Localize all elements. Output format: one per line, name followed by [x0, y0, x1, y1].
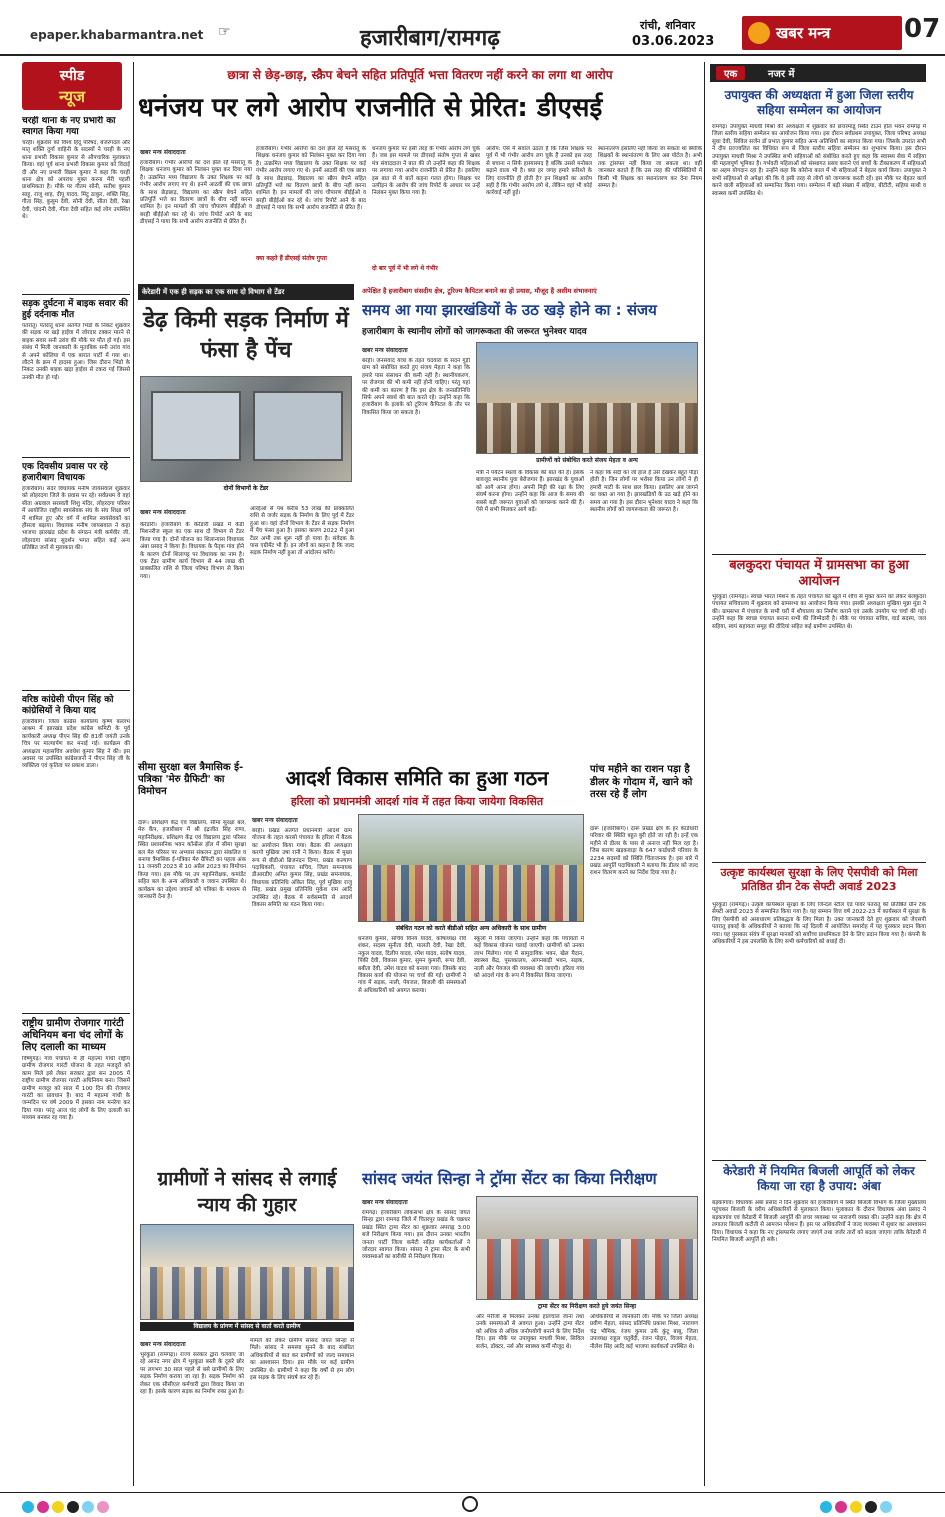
divider [712, 554, 926, 555]
article-subhead: क्या कहते हैं डीएसई संतोष गुप्ता [256, 255, 327, 262]
sanjay-photo [476, 342, 698, 454]
adarsh-photo [358, 814, 584, 922]
sanjay-kicker: अपेक्षित है हजारीबाग संसदीय क्षेत्र, टूरिज्म कैपिटल बनाने का हो प्रयास, मौजूद है असीम संभावनाएं [362, 287, 597, 295]
byline: खबर मन्त्र संवाददाता [140, 1341, 186, 1348]
black-dot [67, 1501, 79, 1513]
header-date: 03.06.2023 [632, 34, 715, 49]
column-divider [704, 62, 705, 1486]
road-photo-caption: दोनों विभागों के टेंडर [223, 485, 269, 492]
adarsh-photo-caption: संबंधित गठन को करते बीडीओ सहित अन्य अधिकारी के साथ ग्रामीण [395, 925, 547, 932]
article-body: स्थानांतरण इसलिए नहीं किया जा सकता था क्योंकि शिक्षकों के स्थानांतरण के लिए अब पोर्टल है। अभी तक ट्रांसफर नहीं किया जा सकता था। वहीं जानकार बताते हैं कि उस तरह की परिस्थितियों में किसी भी शिक्षक का स्थानांतरण कर देना नियम सम्मत है। [598, 146, 702, 190]
footer-rule [0, 1492, 945, 1493]
adarsh-subhead: हरिला को प्रधानमंत्री आदर्श गांव में तहत किया जायेगा विकसित [290, 795, 544, 808]
brand-logo [742, 16, 902, 50]
tender-board-left [151, 391, 241, 461]
section-title: हजारीबाग/रामगढ़ [360, 26, 500, 51]
article-body: मंत्री ने पर्यटन स्थलों के विकास की बात की है। इसके बावजूद स्थानीय युवा बेरोजगार हैं। झारखंड के युवाओं को आगे आना होगा। अपनी मिट्टी की रक्षा के लिए संघर्ष करना होगा। उन्होंने कहा कि आज के समय की सबसे बड़ी जरूरत युवाओं को जागरूक करने की है। ऐसे में सभी मिलकर आगे बढ़ें। [476, 470, 584, 514]
article-body: बड़कागांव। विधायक अंबा प्रसाद ने दिन शुक्रवार को हजारीबाग में स्थित बिजली विभाग के जिला मुख्यालय पहुंचकर बिजली के वरीय अधिकारियों से मुलाकात किया। मुलाकात के दौरान विधायक अंबा प्रसाद ने बड़कागांव एवं केरेडारी में बिजली आपूर्ति की लचर व्यवस्था पर नाराजगी व्यक्त की। उन्होंने कहा कि क्षेत्र में लगातार बिजली कटौती से आमजन परेशान हैं। इस पर अधिकारियों ने जल्द व्यवस्था में सुधार का आश्वासन दिया। विधायक ने कहा कि नए ट्रांसफार्मर लगाए जाएंगे तथा जर्जर तारों को बदला जाएगा ताकि केरेडारी में नियमित बिजली आपूर्ति हो सके। [712, 1200, 926, 1244]
speed-item-title: वरिष्ठ कांग्रेसी पीएन सिंह को कांग्रेसियों ने किया याद [22, 695, 114, 716]
meru-headline: सीमा सुरक्षा बल त्रैमासिक ई-पत्रिका 'मेरु ग्रैफिटी' का विमोचन [138, 762, 244, 797]
header-city-day: रांची, शनिवार [640, 19, 696, 32]
top-story-headline: धनंजय पर लगे आरोप राजनीति से प्रेरित: डीएसई [138, 93, 603, 123]
article-body: भुरकुंडा (रामगढ़)। उत्कृष्ट कार्यस्थल सुरक्षा के लिए जिन्दल स्टील एंड पावर पतरातू को प्रतिष्ठित ग्रीन टेक सेफ्टी अवार्ड 2023 से सम्मानित किया गया है। यह सम्मान वित्त वर्ष 2022-23 में कार्यस्थल में सुरक्षा के लिए ऐसपीवी को असाधारण प्रतिबद्धता के लिए मिला है। उक्त जानकारी देते हुए शुक्रवार को जेएसपी पतरातू इकाई के अधिकारियों ने बताया कि नई दिल्ली में आयोजित समारोह में यह पुरस्कार प्रदान किया गया। यह पुरस्कार संयंत्र में सुरक्षा मानकों को सर्वोच्च प्राथमिकता देने के लिए प्रदान किया गया है। कंपनी के अधिकारियों ने इस उपलब्धि के लिए सभी कर्मचारियों को बधाई दी। [712, 902, 926, 946]
speed-item-title: सड़क दुर्घटना में बाइक सवार की हुई दर्दनाक मौत [22, 299, 128, 320]
color-registration-left [22, 1498, 112, 1517]
speed-item-body: हजारीबाग। जिला कांग्रेस कार्यालय कृष्ण बल्लभ आश्रम में झारखंड प्रदेश कांग्रेस कमिटी के पूर्व कार्यकारी अध्यक्ष पीएन सिंह की 81वीं जयंती उनके चित्र पर माल्यार्पण कर मनाई गई। कार्यक्रम की अध्यक्षता महासचिव अवधेश कुमार सिंह ने की। इस अवसर पर उपस्थित कांग्रेसजनों ने पीएन सिंह जी के व्यक्तित्व एवं कृतित्व पर प्रकाश डाला। [22, 719, 130, 770]
ration-headline: पांच महीने का राशन पड़ा है डीलर के गोदाम में, खाने को तरस रहे हैं लोग [590, 764, 693, 800]
registration-mark-icon [462, 1496, 478, 1512]
trauma-photo-caption: ट्रामा सेंटर का निरीक्षण करते हुये जयंत सिन्हा [476, 1302, 698, 1311]
article-body: भुरकुंडा (रामगढ़)। स्वच्छ भारत मिशन के तहत पंचायत को खुले में शौच से मुक्त करने को लेकर बलकुदरा पंचायत सचिवालय में शुक्रवार को ग्रामसभा का आयोजन किया गया। इसकी अध्यक्षता मुखिया मुन्ना मुंडा ने की। ग्रामसभा में पंचायत के सभी घरों में शौचालय का निर्माण कराने एवं उसके उपयोग पर चर्चा की गई। उन्होंने कहा कि स्वच्छ पंचायत बनाना सभी की जिम्मेदारी है। मौके पर पंचायत सचिव, वार्ड सदस्य, जल सहिया, स्वयं सहायता समूह की दीदियां सहित कई ग्रामीण उपस्थित थे। [712, 594, 926, 630]
ek-badge: एक [716, 66, 745, 80]
crowd-silhouette [477, 403, 698, 453]
article-body: धनंजय कुमार पर इसी तरह के गंभीर आरोप लग चुके हैं। जब इस मामले पर डीएसई संतोष गुप्ता से खबर मंत्र संवाददाता ने बात की तो उन्होंने कहा की शिक्षक पर लगाया गया आरोप राजनीति से प्रेरित है। इसलिए इस बात से ये बातें कहना गलत होगा। शिक्षक पर उत्पीड़न के आरोप की जांच रिपोर्ट के आधार पर उन्हें निलंबन मुक्त किया गया है। [372, 146, 480, 197]
adarsh-headline: आदर्श विकास समिति का हुआ गठन [285, 766, 549, 790]
article-body: बरही। प्रखंड अंतर्गत प्रधानमंत्री आदर्श ग्राम योजना के तहत करसो पंचायत के हरिला में बैठक का आयोजन किया गया। बैठक की अध्यक्षता करगो मुखिया उषा रानी ने किया। बैठक में मुख्य रूप से बीडीओ ब्रिजनंदन दिग्गा, प्रखंड कल्याण पदाधिकारी, पंचायत सचिव, जिला समन्वयक डीआरडीए अमित कुमार सिंह, प्रखंड समन्वयक, विधायक प्रतिनिधि अंकित सिंह, पूर्व मुखिया राजु सिंह, प्रखंड प्रमुख प्रतिनिधि मुकेश राम आदि उपस्थित रहे। बैठक में सर्वसम्मति से आदर्श विकास समिति का गठन किया गया। [252, 828, 352, 909]
speed-item-body: पतरातू। पतरातू थाना अंतर्गत भिंडो के निकट शुक्रवार की सड़क पर खड़े हाईवा में जोरदार टक्कर मारने से बाइक सवार सनी उरांव की मौके पर मौत हो गई। इस संबंध में मिली जानकारी के मुताबिक सनी उरांव गांव से अपने कोलिया में एक बारात पार्टी में गया था। लौटने के क्रम में हादसा हुआ। जिस दौरान भिंडो के निकट उनकी बाइक खड़ा हाईवा से टकरा गई जिससे उनकी मौत हो गई। [22, 323, 130, 381]
villagers-crowd [141, 1267, 354, 1319]
article-body: धनंजय कुमार, सचिव विनय यादव, कोषाध्यक्ष रवि शंकर, सदस्य सुनीता देवी, मालती देवी, रेखा देवी, नकुल यादव, दिलीप यादव, रमेश यादव, संतोष यादव, पिंकी देवी, विकास कुमार, सुमन कुमारी, रूपा देवी, बबीता देवी, उमेश यादव को बनाया गया। जिसके बाद विकास कार्य की योजना पर चर्चा की गई। ग्रामीणों ने गांव में सड़क, नाली, पेयजल, बिजली की समस्याओं से अधिकारियों को अवगत कराया। [358, 936, 466, 994]
site-url[interactable]: epaper.khabarmantra.net [30, 28, 204, 42]
byline: खबर मन्त्र संवाददाता [252, 817, 298, 824]
top-story-kicker: छात्रा से छेड़-छाड़, स्क्रैप बेचने सहित प्रतिपूर्ति भत्ता वितरण नहीं करने का लगा था आरोप [227, 68, 613, 82]
yellow-dot [850, 1501, 862, 1513]
color-registration-right [820, 1498, 895, 1517]
article-body: बरही। जनसंवाद यात्रा के तहत चंदवारा के सदन गुड़ी ग्राम को संबोधित करते हुए संजय मेहता ने कहा कि हमारे पास संसाधन की कमी नहीं है। स्थानीयकरण, पर रोजगार की भी कमी नहीं होनी चाहिए। परंतु यहां की कमी का कारण है कि इस क्षेत्र के जनप्रतिनिधि सिर्फ अपने स्वार्थ की बात करते रहे। उन्होंने कहा कि हजारीबाग के इलाके को टूरिज्म कैपिटल के तौर पर विकसित किया जा सकता है। [362, 358, 470, 416]
byline: खबर मन्त्र संवाददाता [140, 149, 186, 156]
speed-item-title: चरही थाना के नए प्रभारी का स्वागत किया गया [22, 116, 116, 137]
s4-headline: केरेडारी में नियमित बिजली आपूर्ति को लेकर किया जा रहा है उपाय: अंबा [723, 1164, 915, 1193]
article-body: दारू। प्रशिक्षण केंद्र एवं विद्यालय, सीमा सुरक्षा बल, मेरु कैंप, हजारीबाग में श्री इंद्रजीत सिंह राणा, महानिरीक्षक, प्रशिक्षण केंद्र एवं विद्यालय द्वारा परिसर स्थित प्रशासनिक भवन कॉन्फ्रेंस हॉल में सीमा सुरक्षा बल मेरु परिसर पर अभ्यास संकलन द्वारा संकलित व बनाया त्रैमासिक ई-पत्रिका मेरु ग्रैफिटी का पहला अंक 11 जनवरी 2023 से 10 अप्रैल 2023 का विमोचन किया गया। इस मौके पर उप महानिरीक्षक, कमांडेंट सहित बल के अन्य अधिकारी व जवान उपस्थित थे। कार्यक्रम का उद्देश्य जवानों को पत्रिका के माध्यम से जानकारी देना है। [138, 820, 246, 901]
article-body: रामगढ़। उपायुक्त माधवी मिश्रा की अध्यक्षता में शुक्रवार को छत्तरमांडू स्थित टाउन हॉल भवन रामगढ़ में जिला स्तरीय सहिया सम्मेलन का आयोजन किया गया। इस दौरान सर्वप्रथम उपायुक्त, जिला परिषद अध्यक्ष सुधा देवी, सिविल सर्जन डॉ प्रभात कुमार सहित अन्य अतिथियों का स्वागत किया गया। जिसके उपरांत सभी ने दीप प्रज्ज्वलित कर विधिवत रूप से जिला स्तरीय सहिया सम्मेलन का शुभारंभ किया। इस दौरान उपायुक्त माधवी मिश्रा ने उपस्थित सभी सहियाओं को संबोधित करते हुए कहा कि स्वास्थ्य सेवा में सहिया की महत्वपूर्ण भूमिका है। गर्भवती महिलाओं को संस्थागत प्रसव कराने एवं बच्चों के टीकाकरण में सहियाओं का अहम योगदान रहा है। उन्होंने कहा कि कोरोना काल में भी सहियाओं ने बेहतर कार्य किया। उपायुक्त ने सभी सहियाओं से अपेक्षा की कि वे इसी तरह से लोगों को जागरूक करती रहें। इस मौके पर बेहतर कार्य करने वाली सहियाओं को सम्मानित किया गया। सम्मेलन में बड़ी संख्या में सहिया, बीटीटी, सहिया साथी व स्वास्थ्य कर्मी उपस्थित थे। [712, 124, 926, 197]
s1-headline: उपायुक्त की अध्यक्षता में हुआ जिला स्तरीय सहिया सम्मेलन का आयोजन [724, 88, 914, 117]
page-header [0, 0, 945, 56]
article-body-cont: हजारीबाग। गंभीर आरोपों का दंश झेल रहे मसरातू के शिक्षक धनंजय कुमार को निलंबन मुक्त कर दिया गया है। उत्क्रमित मध्य विद्यालय के उक्त शिक्षक पर कई गंभीर आरोप लगाए गए थे। इनमें आठवीं की एक छात्रा के साथ छेड़छाड़, विद्यालय का स्क्रैप बेचने सहित प्रतिपूर्ति भत्ते का वितरण छात्रों के बीच नहीं करना शामिल है। इन मामलों की जांच चौपारण बीईईओ व बरही बीईईओ कर रहे थे। जांच रिपोर्ट आने के बाद डीएसई ने पाया कि सभी आरोप राजनीति से प्रेरित हैं। [256, 146, 366, 212]
divider [22, 294, 130, 295]
sanjay-headline: समय आ गया झारखंडियों के उठ खड़े होने का : संजय [362, 301, 657, 319]
cyan-dot [820, 1501, 832, 1513]
speed-news-badge [22, 62, 122, 110]
sanjay-subhead: हजारीबाग के स्थानीय लोगों को जागरूकता की जरूरत भुनेश्वर यादव [362, 327, 587, 337]
article-body: भुरकुंडा (रामगढ़)। राज्य सरकार द्वारा चलवाए जा रहे आनंद नगर क्षेत्र में भुरकुंडा बस्ती के दूसरे छोर पर लगभग 30 साल पहले से बसे ग्रामीणों के लिए सड़क निर्माण कराया जा रहा है। सड़क निर्माण को लेकर एक सीसीएल कर्मचारी द्वारा विवाद किया जा रहा है। इसके कारण सड़क का निर्माण रुका हुआ है। [140, 1352, 244, 1396]
article-body: स्कूलों में किया जाएगा। उन्होंने कहा कि पंचायतों में कई विकास योजना चलाई जाएगी। ग्रामीणों को उनका लाभ मिलेगा। गांव में सामुदायिक भवन, खेल मैदान, स्वास्थ्य केंद्र, पुस्तकालय, आंगनबाड़ी भवन, सड़क, नाली और पेयजल की व्यवस्था की जाएगी। हरिला गांव को आदर्श गांव के रूप में विकसित किया जाएगा। [474, 936, 584, 980]
cyan-dot [82, 1501, 94, 1513]
road-kicker-band [138, 284, 354, 300]
speed-badge-line2: न्यूज [59, 87, 85, 106]
article-subhead: दो बार पूर्व में भी लगे थे गंभीर [372, 265, 438, 272]
column-divider [133, 62, 134, 1486]
s2-headline: बलकुदरा पंचायत में ग्रामसभा का हुआ आयोजन [729, 558, 909, 589]
byline: खबर मन्त्र संवाददाता [362, 347, 408, 354]
magenta-dot [835, 1501, 847, 1513]
brand-logo-icon [748, 22, 770, 44]
article-body: आरईओ से पथ करीब 53 लाख की प्राक्कलित राशि से जर्जर सड़क के निर्माण के लिए पूर्व में टेंडर हुआ था। वहां दोनों विभाग के टेंडर से सड़क निर्माण में पेंच फंसा हुआ है। इसका कारण 2022 में हुआ टेंडर अभी तक शुरू नहीं हो पाया है। संवेदक के पास एग्रीमेंट भी है। इन लोगों का कहना है कि जल्द सड़क निर्माण नहीं हुआ तो आंदोलन करेंगे। [250, 506, 354, 557]
article-body: दारू (हजारीबाग)। दारू प्रखंड क्षेत्र के हर कार्डधारी परिवार की स्थिति बहुत बुरी होते जा रही है। इन्हें एक महीने से डीलर के पास से अनाज नहीं मिल रहा है। जिस कारण खड़कवाड़ा के 647 कार्डधारी परिवार के 2234 सदस्यों को स्थिति चिंताजनक है। इस बारे में प्रखंड आपूर्ति पदाधिकारी ने बताया कि डीलर को जल्द राशन वितरण करने का निर्देश दिया गया है। [590, 826, 698, 877]
speed-item-title: राष्ट्रीय ग्रामीण रोजगार गारंटी अधिनियम बना चंद लोगों के लिए दलाली का माध्यम [22, 1018, 124, 1053]
article-body: मामले को लेकर ग्रामीण सांसद जयंत सिन्हा से मिले। सांसद ने समस्या सुनने के बाद संबंधित अधिकारियों से बात कर ग्रामीणों को जल्द समाधान का आश्वासन दिया। इस मौके पर कई ग्रामीण उपस्थित थे। ग्रामीणों ने कहा कि वर्षों से हम लोग इस सड़क के लिए संघर्ष कर रहे हैं। [250, 1338, 354, 1382]
divider [22, 1013, 130, 1014]
cyan-dot [22, 1501, 34, 1513]
tender-board-right [253, 391, 343, 461]
villagers-photo [140, 1224, 354, 1320]
villagers-photo-caption: विद्यालय के प्रांगण में सांसद से वार्ता करते ग्रामीण [140, 1322, 354, 1331]
speed-item-body: चरही। शुक्रवार को विश्व हिंदू परिषद, बजरंगदल और मातृ शक्ति दुर्गा वाहिनी के सदस्यों ने चरही के नए थाना प्रभारी विकास कुमार से औपचारिक मुलाकात किया। वहां पूर्व थाना प्रभारी विकास कुमार को विदाई दी और नए प्रभारी विक्रम कुमार ने कहा कि चरही थाना क्षेत्र को अपराध मुक्त करना मेरी पहली प्राथमिकता है। मौके पर गौतम सोनी, सतीश कुमार साहू, राजू शाह, दीपू यादव, मिंटू ठाकुर, शक्ति सिंह, गीता सिंह, कुसुम देवी, सोनी देवी, सीता देवी, रेखा देवी, चांदनी देवी, गीता देवी सहित कई लोग उपस्थित थे। [22, 140, 130, 221]
yellow-dot [52, 1501, 64, 1513]
article-body: रामगढ़। हजारीबाग लोकसभा क्षेत्र के सांसद जयंत सिन्हा द्वारा रामगढ़ जिले में चितरपुर प्रखंड के चक्रधर प्रखंड स्थित ट्रामा सेंटर का शुक्रवार अपराह्न 3:00 बजे निरीक्षण किया गया। इस दौरान उनका भारतीय जनता पार्टी जिला कमेटी सहित कार्यकर्ताओं ने जोरदार स्वागत किया। सांसद ने ट्रामा सेंटर के सभी व्यवस्थाओं का बारीकी से निरीक्षण किया। [362, 1210, 470, 1261]
meeting-crowd [359, 865, 584, 921]
speed-item-body: हजारीबाग। सदर विधायक मनीष जायसवाल शुक्रवार को लोहरदगा जिले के प्रवास पर रहे। सर्वप्रथम वे वहां सीता अग्रवाल सरस्वती शिशु मंदिर, लोहरदगा परिसर में आयोजित राष्ट्रीय स्वयंसेवक संघ के संघ शिक्षा वर्ग में शामिल हुए और वर्ग में शामिल स्वयंसेवकों का हौसला बढ़ाया। विधायक मनीष जायसवाल ने कहा भाजपा झारखंड प्रदेश के संगठन मंत्री कर्मवीर जी, लोहरदगा सांसद सुदर्शन भगत सहित कई अन्य प्रतिष्ठित जनों से मुलाकात की। [22, 486, 130, 552]
road-kicker: केरेडारी में एक ही सड़क का एक साथ दो विभाग से टेंडर [142, 288, 285, 296]
nazar-label: नजर में [768, 69, 795, 80]
magenta-dot [37, 1501, 49, 1513]
byline: खबर मन्त्र संवाददाता [140, 509, 186, 516]
sanjay-photo-caption: ग्रामीणों को संबोधित करते संजय मेहता व अन्य [476, 456, 698, 465]
speed-item-body: विष्णुगढ़। गांव पंचायत में ही महात्मा गांधी राष्ट्रीय ग्रामीण रोजगार गारंटी योजना के तहत मजदूरों को काम मिले इसे लेकर सरकार द्वारा सन 2005 में राष्ट्रीय ग्रामीण रोजगार गारंटी अधिनियम बना। जिसमें ग्रामीण मजदूर को साल में 100 दिन की रोजगार गारंटी का प्रावधान है। बाद में महात्मा गांधी के जन्मदिन पर वर्ष 2009 में इसका नाम मनरेगा कर दिया गया। परंतु आज चंद लोगों के लिए दलाली का माध्यम बनकर रह गया है। [22, 1056, 130, 1122]
article-body: केरेडारी। हजारीबाग के केरेडारी प्रखंड में केडी मिशनरीज स्कूल का एक साथ दो विभाग से टेंडर किया गया है। दोनों योजना का शिलान्यास विधायक अंबा प्रसाद ने किया है। विधायक के पैतृक गांव होने के कारण दोनों शिलापट्ट पर विधायक का नाम है। एक टेंडर ग्रामीण कार्य विभाग से 44 लाख की प्राक्कलित राशि से जिला परिषद विभाग से किया गया। [140, 522, 244, 580]
article-body: आरोप: ऐसे में सवाल उठता है कि जिस शिक्षक पर पूर्व में भी गंभीर आरोप लग चुके हैं उनको इस तरह से बचाना न सिर्फ हास्यास्पद है बल्कि उससे मनोबल बढ़ाने वाला भी है। क्या हर जगह हमारे फ़रिश्ते के लिए राजनीति ही होती है? इन शिक्षकों का आरोप सही है कि गंभीर आरोप लगे थे, लेकिन वहां भी कोई कार्रवाई नहीं हुई। [486, 146, 592, 197]
speed-item-title: एक दिवसीय प्रवास पर रहे हजारीबाग विधायक [22, 462, 108, 483]
s3-headline: उत्कृष्ट कार्यस्थल सुरक्षा के लिए ऐसपीवी को मिला प्रतिष्ठित ग्रीन टेक सेफ्टी अवार्ड 2023 [720, 866, 918, 893]
divider [22, 457, 130, 458]
speed-badge-line1: स्पीड [59, 68, 85, 84]
cursor-icon: ☞ [218, 24, 231, 40]
article-body: ने कहा कि सदी का जो हाल है उसे देखकर बहुत पीड़ा होती है। जिन लोगों पर भरोसा किया उन लोगों ने ही हमारी माटी के साथ छल किया। इसलिए अब जागने का वक्त आ गया है। झारखंडियों के उठ खड़े होने का समय आ गया है। इस दौरान भुनेश्वर यादव ने कहा कि स्थानीय लोगों को जागरूकता की जरूरत है। [590, 470, 698, 514]
trauma-crowd [477, 1239, 698, 1299]
road-headline: डेढ़ किमी सड़क निर्माण में फंसा है पेंच [143, 308, 349, 363]
speed-news-column [22, 116, 130, 1486]
black-dot [865, 1501, 877, 1513]
ek-nazar-header [710, 64, 926, 82]
divider [22, 690, 130, 691]
byline: खबर मन्त्र संवाददाता [362, 1199, 408, 1206]
magenta-dot [97, 1501, 109, 1513]
article-body: हजारीबाग। गंभीर आरोपों का दंश झेल रहे मसरातू के शिक्षक धनंजय कुमार को निलंबन मुक्त कर दिया गया है। उत्क्रमित मध्य विद्यालय के उक्त शिक्षक पर कई गंभीर आरोप लगाए गए थे। इनमें आठवीं की एक छात्रा के साथ छेड़छाड़, विद्यालय का स्क्रैप बेचने सहित प्रतिपूर्ति भत्ते का वितरण छात्रों के बीच नहीं करना शामिल है। इन मामलों की जांच चौपारण बीईईओ व बरही बीईईओ कर रहे थे। जांच रिपोर्ट आने के बाद डीएसई ने पाया कि सभी आरोप राजनीति से प्रेरित हैं। [140, 160, 252, 226]
article-body: और मरीजों से मिलकर उनका हालचाल जाना तथा उनके समस्याओं से अवगत हुआ। उन्होंने ट्रामा सेंटर को अधिक से अधिक जनोपयोगी बनाने के लिए निर्देश दिए। इस मौके पर उपायुक्त माधवी मिश्रा, सिविल सर्जन, डॉक्टर, नर्स और स्वास्थ्य कर्मी मौजूद थे। [476, 1314, 584, 1350]
trauma-headline: सांसद जयंत सिन्हा ने ट्रॉमा सेंटर का किया निरीक्षण [362, 1169, 657, 1188]
villagers-headline: ग्रामीणों ने सांसद से लगाई न्याय की गुहार [157, 1168, 337, 1216]
divider [712, 862, 926, 863]
brand-name: खबर मन्त्र [776, 24, 831, 42]
article-body: अधिकारियों से जानकारी ली। मौके पर जिला अध्यक्ष प्रवीण मेहता, सांसद प्रतिनिधि प्रकाश मिश्रा, नारायण चंद्र भौमिक, रंजय कुमार उर्फ कुंटू बाबू, जिला उपाध्यक्ष राहुल चतुर्वेदी, रंजन पोद्दार, विजय मेहता, नीलेश सिंह आदि कई भाजपा कार्यकर्ता उपस्थित थे। [590, 1314, 698, 1350]
page-number: 07 [904, 14, 941, 44]
divider [712, 1160, 926, 1161]
trauma-photo [476, 1196, 698, 1300]
cyan-dot [880, 1501, 892, 1513]
road-photo [140, 376, 352, 482]
